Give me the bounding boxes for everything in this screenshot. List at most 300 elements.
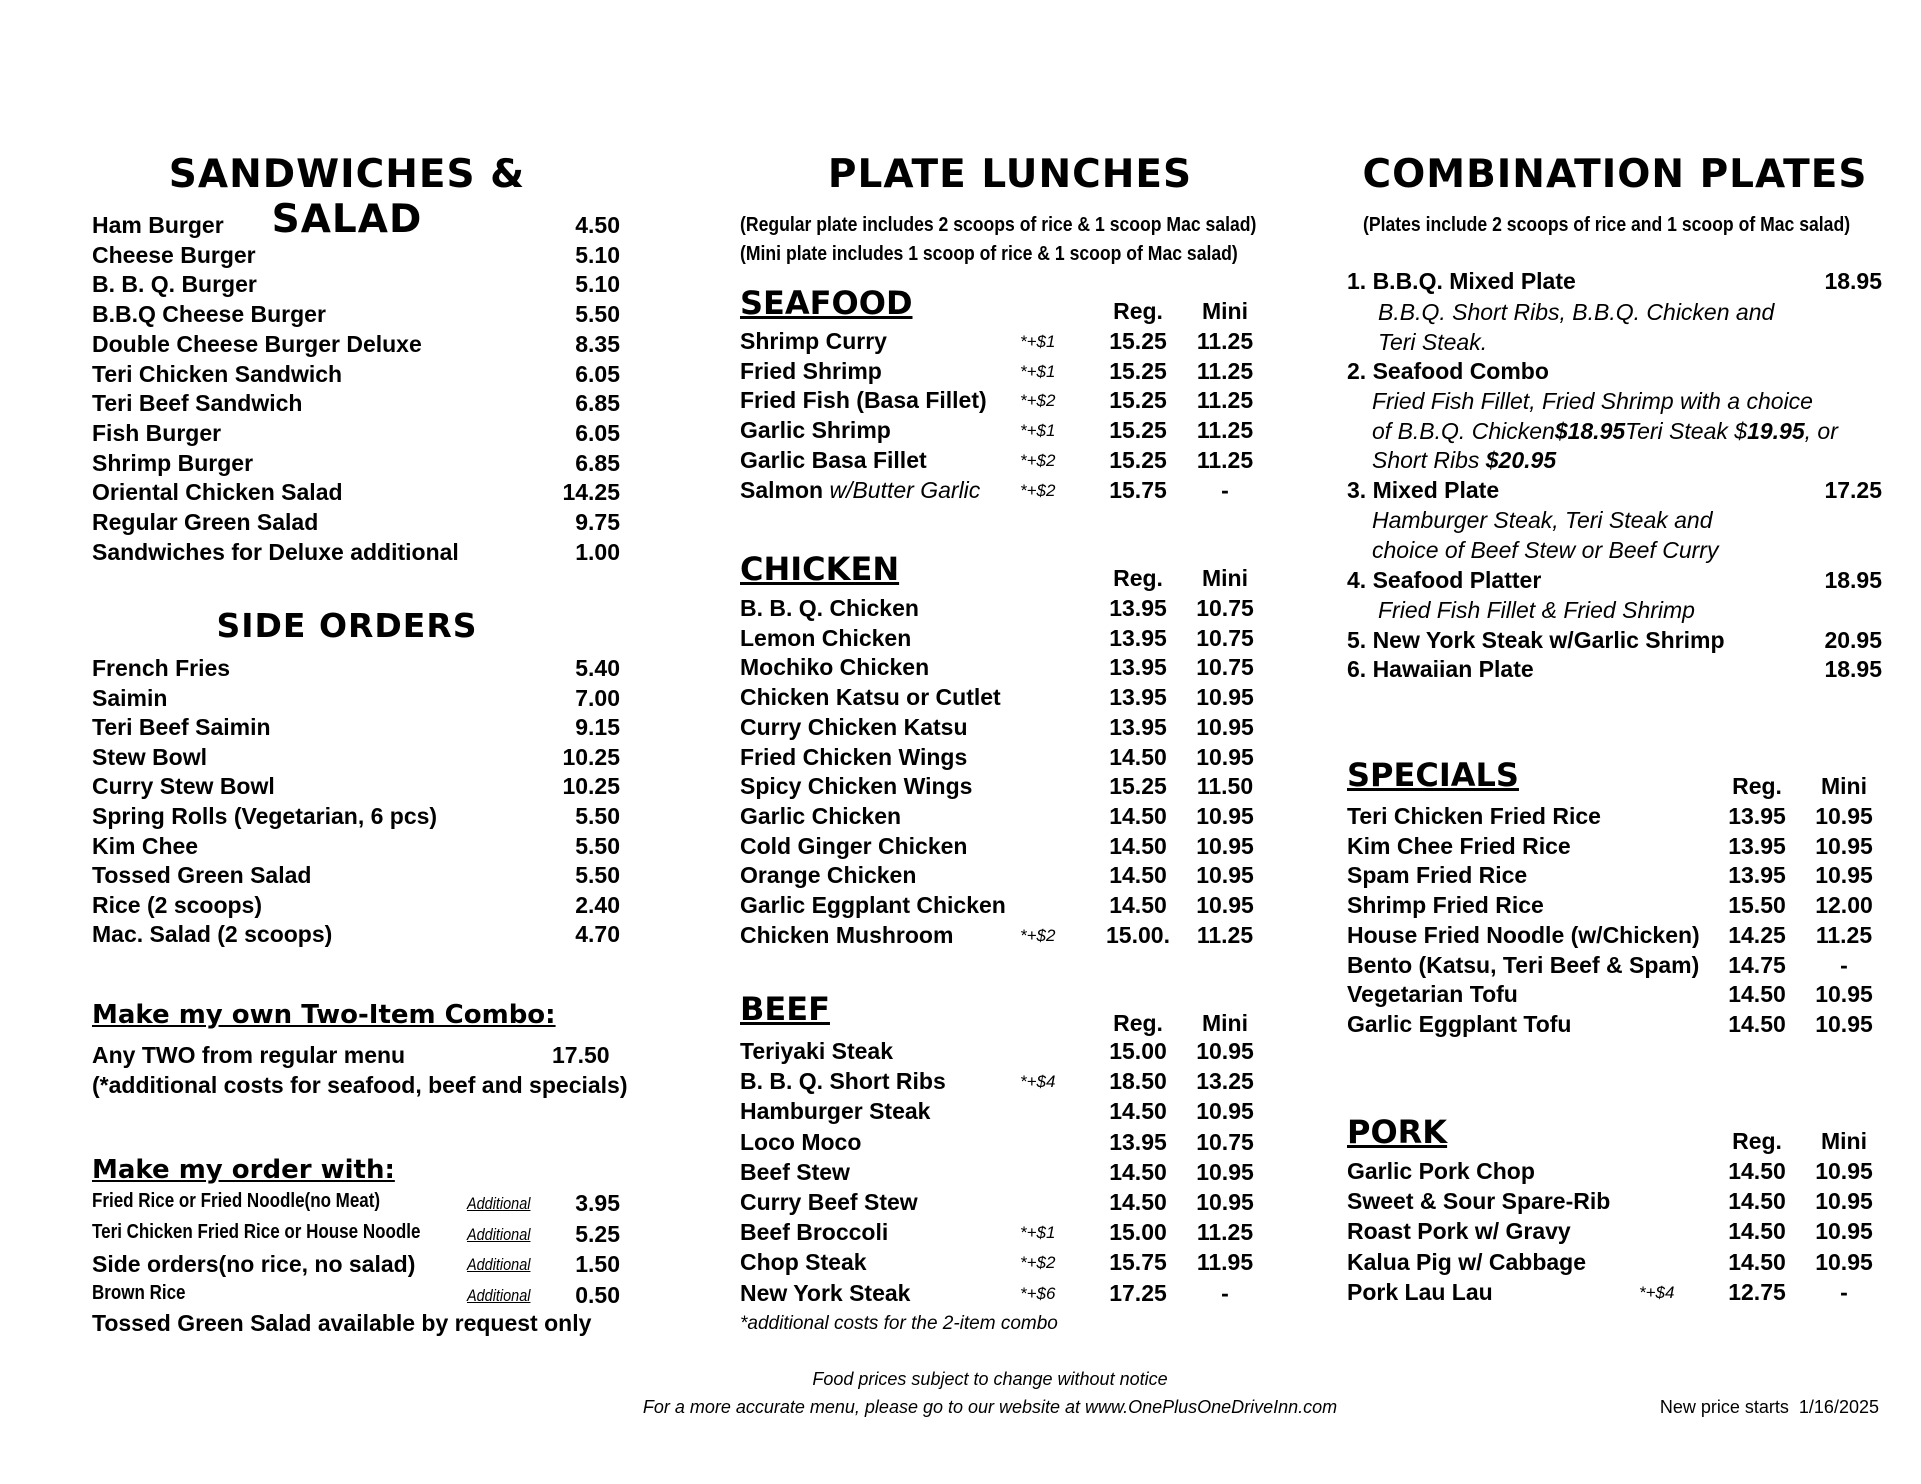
pork-item-reg-price: 14.50: [1728, 1248, 1786, 1275]
seafood-item-reg-price: 15.75: [1109, 476, 1167, 503]
beef-item-reg-price: 18.50: [1109, 1068, 1167, 1095]
make-order-item-tag: Additional: [467, 1255, 531, 1274]
beef-item: [740, 1159, 1275, 1189]
side-order-item: [92, 744, 620, 774]
combo-plate-1-desc-1: B.B.Q. Short Ribs, B.B.Q. Chicken and: [1378, 299, 1775, 325]
seafood-item: [740, 387, 1275, 417]
beef-mini-label: Mini: [1202, 1010, 1248, 1036]
chicken-item-name: [740, 684, 1001, 711]
sandwich-item: [92, 242, 620, 272]
specials-item-reg-price: 14.25: [1728, 921, 1786, 948]
specials-item-reg-price: 14.75: [1728, 951, 1786, 978]
seafood-mini-label: Mini: [1202, 298, 1248, 324]
chicken-item-reg-price: 13.95: [1109, 713, 1167, 740]
pork-item-mini-price: 10.95: [1815, 1188, 1873, 1215]
sandwich-item-name: Ham Burger: [92, 212, 224, 238]
seafood-item-surcharge: *+$2: [1020, 391, 1056, 411]
chicken-item-name-text: Orange Chicken: [740, 862, 917, 889]
pork-item-mini-price: -: [1840, 1278, 1848, 1305]
sandwich-item: [92, 420, 620, 450]
side-order-item-name: Mac. Salad (2 scoops): [92, 921, 333, 948]
chicken-item-reg-price: 14.50: [1109, 832, 1167, 859]
seafood-item-reg-price: 15.25: [1109, 357, 1167, 384]
specials-item-name-text: Teri Chicken Fried Rice: [1347, 803, 1601, 829]
side-order-item-name: Teri Beef Saimin: [92, 714, 271, 741]
specials-item-name: [1347, 1011, 1571, 1038]
specials-item-mini-price: 10.95: [1815, 862, 1873, 889]
chicken-reg-label: Reg.: [1113, 565, 1163, 591]
chicken-item-mini-price: 11.25: [1196, 921, 1254, 948]
beef-item-surcharge: *+$1: [1020, 1223, 1056, 1243]
seafood-item: [740, 358, 1275, 388]
sandwich-item: [92, 361, 620, 391]
side-order-item-price: 7.00: [575, 684, 620, 711]
beef-item-reg-price: 14.50: [1109, 1158, 1167, 1185]
side-order-item: [92, 714, 620, 744]
chicken-item-reg-price: 13.95: [1109, 684, 1167, 711]
chicken-item: [740, 714, 1275, 744]
beef-item-name: [740, 1219, 888, 1246]
combo-plate-6-name: 6. Hawaiian Plate: [1347, 656, 1534, 682]
combo-plate-2-desc-1: Fried Fish Fillet, Fried Shrimp with a choice: [1372, 388, 1813, 414]
chicken-item-reg-price: 14.50: [1109, 892, 1167, 918]
sandwich-item-name: Sandwiches for Deluxe additional: [92, 538, 459, 565]
side-order-item-price: 10.25: [562, 773, 620, 800]
seafood-item-surcharge: *+$1: [1020, 421, 1056, 441]
specials-item-name-text: Garlic Eggplant Tofu: [1347, 1010, 1572, 1037]
beef-item-name: [740, 1129, 861, 1156]
chicken-item-name-text: Lemon Chicken: [740, 624, 912, 651]
pork-item-name: [1347, 1188, 1610, 1215]
combo-plate-3-price: 17.25: [1824, 477, 1882, 503]
beef-item-mini-price: 10.75: [1196, 1128, 1254, 1155]
pork-item-name: [1347, 1279, 1493, 1306]
specials-item-name-text: Shrimp Fried Rice: [1347, 892, 1544, 919]
combo-plate-4: [1347, 567, 1882, 597]
specials-item: [1347, 803, 1894, 833]
combo-plate-2-desc-3a: Short Ribs: [1372, 447, 1486, 473]
beef-item-name: [740, 1038, 893, 1065]
side-order-item: [92, 655, 620, 685]
specials-item-name: [1347, 922, 1700, 949]
sandwich-item-price: 6.05: [575, 419, 620, 446]
side-order-item: [92, 862, 620, 892]
chicken-item-name: [740, 714, 968, 741]
beef-item-name: [740, 1249, 867, 1276]
sandwich-item-price: 4.50: [575, 212, 620, 238]
sandwich-item-name: Oriental Chicken Salad: [92, 479, 343, 506]
make-order-item-tag: Additional: [467, 1286, 531, 1305]
beef-item-mini-price: 13.25: [1196, 1068, 1254, 1095]
specials-item-name: [1347, 833, 1571, 860]
beef-item-mini-price: 11.95: [1196, 1249, 1254, 1276]
seafood-item-name: [740, 358, 882, 385]
specials-item: [1347, 1011, 1894, 1041]
beef-item-reg-price: 14.50: [1109, 1098, 1167, 1125]
side-order-item-name: Rice (2 scoops): [92, 891, 262, 918]
pork-item: [1347, 1279, 1894, 1309]
make-order-item-tag: Additional: [467, 1225, 531, 1244]
pork-item-mini-price: 10.95: [1815, 1218, 1873, 1245]
sandwich-item-name: B. B. Q. Burger: [92, 271, 257, 298]
seafood-item-name-text: Fried Shrimp: [740, 357, 882, 384]
combo-plate-2-desc-3: [1372, 447, 1556, 474]
beef-item-mini-price: 10.95: [1196, 1098, 1254, 1125]
chicken-item-name-text: Chicken Katsu or Cutlet: [740, 684, 1001, 711]
make-order-item-name: Side orders(no rice, no salad): [92, 1251, 416, 1277]
specials-item: [1347, 862, 1894, 892]
seafood-item-name: [740, 417, 891, 444]
side-orders-heading: SIDE ORDERS: [216, 606, 478, 645]
specials-item-name-text: Kim Chee Fried Rice: [1347, 832, 1571, 859]
seafood-item-mini-price: 11.25: [1196, 357, 1254, 384]
combo-plate-2: [1347, 358, 1882, 388]
seafood-reg-label: Reg.: [1113, 298, 1163, 324]
sandwich-item-name: Shrimp Burger: [92, 449, 254, 476]
chicken-item-name: [740, 922, 953, 949]
specials-heading: SPECIALS: [1347, 756, 1519, 794]
side-order-item-price: 9.15: [575, 714, 620, 741]
new-price-date: New price starts 1/16/2025: [1659, 1397, 1879, 1417]
specials-item-mini-price: 10.95: [1815, 981, 1873, 1008]
pork-item-reg-price: 14.50: [1728, 1158, 1786, 1184]
seafood-item-surcharge: *+$2: [1020, 450, 1056, 470]
combo-plate-2-desc-2a: of B.B.Q. Chicken: [1372, 418, 1555, 444]
chicken-item-name-text: Garlic Chicken: [740, 802, 902, 829]
sandwich-item-price: 5.50: [575, 301, 620, 328]
chicken-item: [740, 862, 1275, 892]
two-item-combo-note-text: (*additional costs for seafood, beef and specials): [92, 1072, 628, 1098]
side-order-item-name: French Fries: [92, 655, 231, 681]
chicken-item: [740, 773, 1275, 803]
chicken-item-name-text: Curry Chicken Katsu: [740, 713, 968, 740]
combo-plate-3: [1347, 477, 1882, 507]
two-item-combo-price: 17.50: [552, 1042, 610, 1068]
specials-item-name-text: Bento (Katsu, Teri Beef & Spam): [1347, 951, 1700, 978]
sandwich-item-name: Teri Chicken Sandwich: [92, 360, 343, 387]
beef-item-mini-price: 10.95: [1196, 1189, 1254, 1215]
pork-item: [1347, 1218, 1894, 1248]
specials-item-mini-price: -: [1840, 951, 1848, 978]
pork-item: [1347, 1249, 1894, 1279]
combo-plate-5-name: 5. New York Steak w/Garlic Shrimp: [1347, 627, 1725, 653]
beef-item: [740, 1189, 1275, 1219]
chicken-item-mini-price: 10.95: [1196, 802, 1254, 829]
sandwich-item-name: Fish Burger: [92, 419, 222, 446]
chicken-item-reg-price: 15.00.: [1106, 921, 1170, 948]
combo-plate-5: [1347, 627, 1882, 657]
seafood-item-surcharge: *+$1: [1020, 361, 1056, 381]
chicken-item: [740, 654, 1275, 684]
footer-line-2: For a more accurate menu, please go to our website at www.OnePlusOneDriveInn.com: [642, 1397, 1338, 1417]
plate-lunches-heading: PLATE LUNCHES: [827, 152, 1193, 197]
specials-item-mini-price: 11.25: [1815, 921, 1873, 948]
pork-item-mini-price: 10.95: [1815, 1158, 1873, 1184]
beef-item-name-text: Beef Stew: [740, 1158, 850, 1185]
sandwich-item-name: Regular Green Salad: [92, 509, 319, 535]
beef-item-name-text: Teriyaki Steak: [740, 1038, 894, 1064]
chicken-item-mini-price: 10.75: [1196, 624, 1254, 651]
sandwich-item-price: 5.10: [575, 271, 620, 298]
seafood-item-reg-price: 15.25: [1109, 328, 1167, 354]
specials-item-name: [1347, 981, 1518, 1008]
chicken-item-reg-price: 15.25: [1109, 773, 1167, 800]
beef-item-name-text: Beef Broccoli: [740, 1219, 889, 1246]
sandwich-item: [92, 331, 620, 361]
chicken-item-name-text: Fried Chicken Wings: [740, 743, 968, 770]
chicken-item-name-text: B. B. Q. Chicken: [740, 595, 919, 621]
beef-item-name-text: Chop Steak: [740, 1249, 867, 1276]
specials-item-reg-price: 14.50: [1728, 1010, 1786, 1037]
two-item-combo-text: Any TWO from regular menu: [92, 1042, 406, 1068]
chicken-item-mini-price: 10.75: [1196, 595, 1254, 621]
combo-plate-2-chicken-price: $18.95: [1554, 418, 1626, 444]
side-order-item-price: 5.50: [575, 832, 620, 859]
make-order-item-tag: Additional: [467, 1194, 531, 1213]
combo-plate-3-desc-2: choice of Beef Stew or Beef Curry: [1372, 537, 1719, 563]
beef-item: [740, 1280, 1275, 1310]
specials-item-name-text: House Fried Noodle (w/Chicken): [1347, 921, 1700, 948]
beef-item: [740, 1249, 1275, 1279]
combo-plate-1-desc-2: Teri Steak.: [1378, 329, 1488, 355]
make-order-heading: Make my order with:: [92, 1155, 395, 1185]
sandwich-item-name: B.B.Q Cheese Burger: [92, 301, 326, 328]
pork-mini-label: Mini: [1821, 1128, 1867, 1154]
beef-item-name: [740, 1068, 946, 1095]
beef-item: [740, 1219, 1275, 1249]
seafood-item: [740, 417, 1275, 447]
seafood-item-name: [740, 328, 887, 355]
specials-item-reg-price: 14.50: [1728, 981, 1786, 1008]
seafood-item-mini-price: 11.25: [1196, 387, 1254, 414]
chicken-item-name: [740, 595, 919, 622]
pork-item-reg-price: 14.50: [1728, 1188, 1786, 1215]
seafood-item-name: [740, 447, 927, 474]
seafood-item-reg-price: 15.25: [1109, 387, 1167, 414]
seafood-item-name-text: Shrimp Curry: [740, 328, 887, 354]
specials-item-reg-price: 15.50: [1728, 892, 1786, 919]
beef-item-reg-price: 14.50: [1109, 1189, 1167, 1215]
sandwich-item-price: 6.05: [575, 360, 620, 387]
side-order-item-name: Kim Chee: [92, 832, 199, 859]
chicken-item: [740, 803, 1275, 833]
seafood-item-name-text: Garlic Shrimp: [740, 417, 891, 444]
pork-item-surcharge: *+$4: [1639, 1282, 1675, 1302]
beef-item-mini-price: 10.95: [1196, 1158, 1254, 1185]
chicken-item-mini-price: 10.75: [1196, 654, 1254, 681]
two-item-combo-row: [92, 1042, 622, 1072]
sandwich-item-price: 9.75: [575, 509, 620, 535]
side-order-item-price: 5.50: [575, 862, 620, 889]
pork-item-name-text: Sweet & Sour Spare-Rib: [1347, 1188, 1611, 1215]
seafood-item-name-text: Fried Fish (Basa Fillet): [740, 387, 987, 414]
plate-lunches-note-1: (Regular plate includes 2 scoops of rice & 1 scoop Mac salad): [740, 214, 1257, 236]
beef-item-name: [740, 1098, 930, 1125]
side-order-item: [92, 892, 620, 922]
side-order-item-price: 5.40: [575, 655, 620, 681]
sandwich-item-price: 8.35: [575, 330, 620, 357]
beef-item-reg-price: 15.75: [1109, 1249, 1167, 1276]
sandwich-item: [92, 479, 620, 509]
combo-plate-1-name: 1. B.B.Q. Mixed Plate: [1347, 268, 1576, 294]
chicken-item-reg-price: 13.95: [1109, 595, 1167, 621]
chicken-item-name-text: Garlic Eggplant Chicken: [740, 892, 1006, 918]
pork-item-name: [1347, 1218, 1571, 1245]
side-order-item-name: Stew Bowl: [92, 743, 208, 770]
sandwich-item-price: 1.00: [575, 538, 620, 565]
footer-line-1: Food prices subject to change without notice: [812, 1369, 1168, 1389]
pork-item: [1347, 1188, 1894, 1218]
beef-item-reg-price: 13.95: [1109, 1128, 1167, 1155]
chicken-item-mini-price: 10.95: [1196, 713, 1254, 740]
seafood-item-name-text: Garlic Basa Fillet: [740, 446, 927, 473]
pork-item-mini-price: 10.95: [1815, 1248, 1873, 1275]
seafood-item: [740, 328, 1275, 358]
seafood-item-reg-price: 15.25: [1109, 417, 1167, 444]
side-order-item-price: 5.50: [575, 803, 620, 829]
specials-item-reg-price: 13.95: [1728, 803, 1786, 829]
chicken-item: [740, 922, 1275, 952]
make-order-item-price: 5.25: [575, 1221, 620, 1247]
sandwich-item-price: 6.85: [575, 390, 620, 417]
chicken-item-name: [740, 833, 967, 860]
specials-item: [1347, 922, 1894, 952]
chicken-item-name-text: Mochiko Chicken: [740, 654, 930, 681]
sandwich-item-price: 5.10: [575, 241, 620, 268]
combo-plate-3-desc-1: Hamburger Steak, Teri Steak and: [1372, 507, 1713, 533]
sandwich-item: [92, 301, 620, 331]
seafood-item-mini-price: 11.25: [1196, 328, 1254, 354]
chicken-item-reg-price: 14.50: [1109, 743, 1167, 770]
pork-item-name-text: Pork Lau Lau: [1347, 1278, 1493, 1305]
beef-item-name-text: New York Steak: [740, 1279, 911, 1306]
chicken-mini-label: Mini: [1202, 565, 1248, 591]
chicken-heading: CHICKEN: [740, 550, 900, 588]
side-order-item-name: Saimin: [92, 684, 168, 711]
combo-plate-2-desc-2e: , or: [1804, 418, 1838, 444]
chicken-item-mini-price: 10.95: [1196, 743, 1254, 770]
beef-item-name-text: Curry Beef Stew: [740, 1189, 918, 1215]
seafood-item-name: [740, 387, 987, 414]
specials-item-name: [1347, 892, 1544, 919]
specials-item-mini-price: 10.95: [1815, 832, 1873, 859]
seafood-heading: SEAFOOD: [740, 284, 913, 322]
beef-item-reg-price: 15.00: [1109, 1219, 1167, 1246]
beef-item-name-text: Hamburger Steak: [740, 1098, 931, 1125]
seafood-item-reg-price: 15.25: [1109, 446, 1167, 473]
make-order-item: [92, 1221, 620, 1251]
pork-item-name: [1347, 1158, 1535, 1185]
chicken-item-mini-price: 10.95: [1196, 892, 1254, 918]
chicken-item-reg-price: 13.95: [1109, 624, 1167, 651]
sandwiches-heading: SANDWICHES & SALAD: [168, 152, 526, 242]
chicken-item-reg-price: 14.50: [1109, 862, 1167, 889]
specials-item: [1347, 833, 1894, 863]
chicken-item-name: [740, 625, 911, 652]
beef-item-reg-price: 17.25: [1109, 1279, 1167, 1306]
sandwich-item: [92, 212, 620, 242]
combo-plate-6-price: 18.95: [1824, 656, 1882, 682]
make-order-item: [92, 1190, 620, 1220]
pork-item-name: [1347, 1249, 1586, 1276]
combo-plate-2-desc-2c: Teri Steak $: [1625, 418, 1748, 444]
chicken-item-name: [740, 892, 1006, 919]
make-order-item-name: Fried Rice or Fried Noodle(no Meat): [92, 1190, 381, 1212]
chicken-item-reg-price: 13.95: [1109, 654, 1167, 681]
pork-reg-label: Reg.: [1732, 1128, 1782, 1154]
combo-plate-4-price: 18.95: [1824, 567, 1882, 593]
sandwich-item-price: 14.25: [562, 479, 620, 506]
beef-item: [740, 1098, 1275, 1128]
plate-lunches-note-2: (Mini plate includes 1 scoop of rice & 1 scoop of Mac salad): [740, 243, 1238, 265]
seafood-item: [740, 447, 1275, 477]
combo-plate-2-name: 2. Seafood Combo: [1347, 358, 1549, 384]
chicken-item: [740, 892, 1275, 922]
side-order-item: [92, 685, 620, 715]
side-order-item-price: 2.40: [575, 891, 620, 918]
chicken-item-mini-price: 10.95: [1196, 862, 1254, 889]
pork-item-name-text: Kalua Pig w/ Cabbage: [1347, 1248, 1586, 1275]
specials-item-name: [1347, 803, 1601, 830]
combination-heading: COMBINATION PLATES: [1362, 152, 1868, 197]
pork-heading: PORK: [1347, 1113, 1448, 1151]
specials-item-name-text: Spam Fried Rice: [1347, 862, 1528, 889]
chicken-item-mini-price: 11.50: [1196, 773, 1254, 800]
combo-plate-4-name: 4. Seafood Platter: [1347, 567, 1542, 593]
make-order-item: [92, 1251, 620, 1281]
specials-reg-label: Reg.: [1732, 773, 1782, 799]
beef-item: [740, 1068, 1275, 1098]
specials-item-reg-price: 13.95: [1728, 862, 1786, 889]
beef-item-surcharge: *+$6: [1020, 1283, 1056, 1303]
sandwich-item: [92, 450, 620, 480]
combo-plate-1: [1347, 268, 1882, 298]
pork-item-reg-price: 12.75: [1728, 1278, 1786, 1305]
pork-item-name-text: Garlic Pork Chop: [1347, 1158, 1535, 1184]
chicken-item-name: [740, 862, 916, 889]
make-order-item-price: 1.50: [575, 1251, 620, 1277]
combo-plate-2-desc-2: [1372, 418, 1838, 445]
beef-item-surcharge: *+$4: [1020, 1072, 1056, 1092]
specials-item-reg-price: 13.95: [1728, 832, 1786, 859]
combo-plate-5-price: 20.95: [1824, 627, 1882, 653]
chicken-item: [740, 744, 1275, 774]
combo-plate-6: [1347, 656, 1882, 686]
seafood-item-name: [740, 477, 980, 504]
beef-item-name: [740, 1159, 850, 1186]
pork-item-name-text: Roast Pork w/ Gravy: [1347, 1218, 1571, 1245]
side-order-item: [92, 803, 620, 833]
chicken-item-mini-price: 10.95: [1196, 832, 1254, 859]
side-order-item-name: Tossed Green Salad: [92, 862, 312, 889]
combination-note: (Plates include 2 scoops of rice and 1 scoop of Mac salad): [1363, 214, 1851, 236]
combo-plate-1-price: 18.95: [1824, 268, 1882, 294]
beef-item-surcharge: *+$2: [1020, 1253, 1056, 1273]
chicken-item-surcharge: *+$2: [1020, 925, 1056, 945]
sandwich-item: [92, 539, 620, 569]
side-order-item-price: 10.25: [562, 743, 620, 770]
specials-item-mini-price: 10.95: [1815, 803, 1873, 829]
beef-reg-label: Reg.: [1113, 1010, 1163, 1036]
beef-item-mini-price: 11.25: [1196, 1219, 1254, 1246]
beef-item: [740, 1129, 1275, 1159]
chicken-item-name-text: Chicken Mushroom: [740, 921, 954, 948]
chicken-item: [740, 684, 1275, 714]
beef-item-name: [740, 1189, 918, 1216]
sandwich-item-name: Double Cheese Burger Deluxe: [92, 330, 422, 357]
seafood-item-name-extra: w/Butter Garlic: [829, 476, 981, 503]
make-order-item-name: Brown Rice: [92, 1282, 186, 1304]
